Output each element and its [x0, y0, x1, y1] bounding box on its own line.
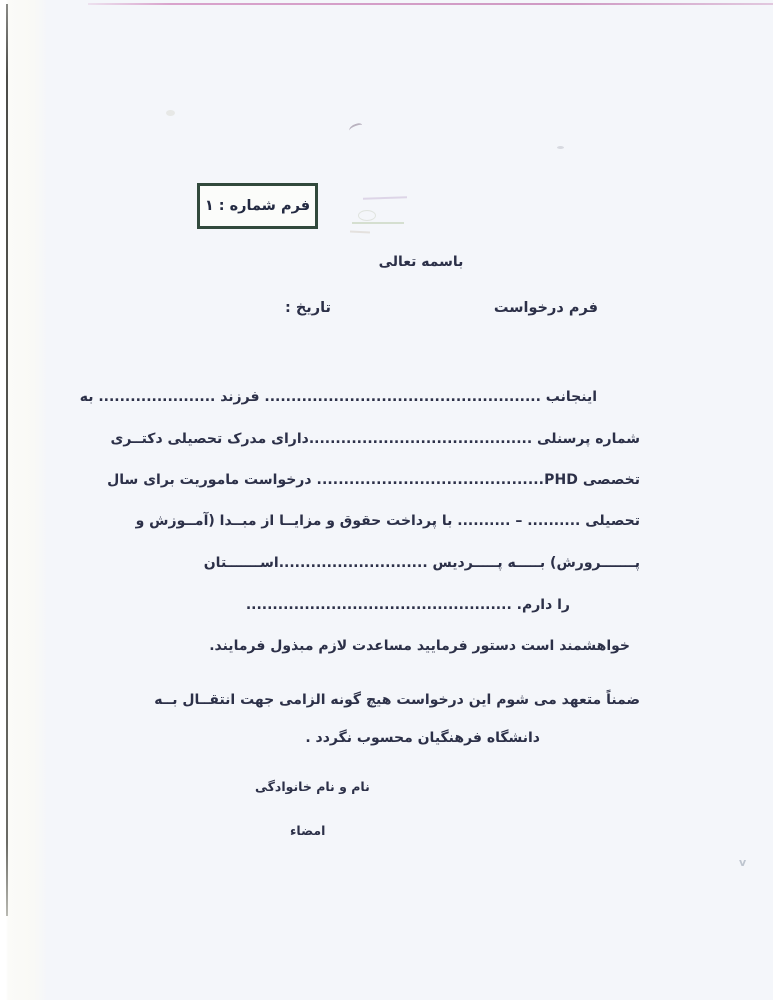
undertaking-sentence-line-1: ضمناً متعهد می شوم این درخواست هیچ گونه الزامی جهت انتقــال بــه: [154, 692, 640, 708]
scan-artifact-ghost-line-1: [363, 196, 407, 200]
scan-left-edge-line: [6, 4, 8, 916]
assistance-request-sentence: خواهشمند است دستور فرمایید مساعدت لازم مبذول فرمایند.: [209, 638, 630, 654]
scan-top-pink-line: [88, 3, 773, 5]
request-line-applicant-and-father-name: اینجانب .................................................... فرزند ...................... به: [79, 389, 597, 405]
request-line-phd-specialty-mission-year: تخصصی PHD.......................................... درخواست ماموریت برای سال: [107, 472, 640, 488]
scan-artifact-smudge: [166, 110, 175, 116]
request-line-closing-text: را دارم.: [516, 597, 570, 613]
scan-artifact-ghost-line-2: [352, 222, 404, 224]
scan-artifact-ghost-mark: [358, 210, 376, 221]
scan-artifact-squiggle: [348, 122, 364, 135]
full-name-label: نام و نام خانوادگی: [255, 779, 370, 794]
request-line-academic-year-salary-origin: تحصیلی .......... – .......... با پرداخت حقوق و مزایــا از مبــدا (آمــوزش و: [135, 513, 640, 529]
request-line-closing: [246, 597, 570, 613]
scan-artifact-vee-mark: v: [739, 856, 747, 869]
signature-label: امضاء: [290, 823, 326, 838]
bismillah-heading: باسمه تعالی: [378, 254, 464, 270]
form-number-label: فرم شماره : ۱: [204, 198, 311, 214]
province-blank-dots: ..................................................: [245, 597, 512, 613]
scan-artifact-dot: [557, 146, 564, 149]
form-title: فرم درخواست: [493, 300, 598, 316]
form-number-box: [197, 183, 318, 229]
date-label: تاریخ :: [285, 300, 331, 316]
undertaking-sentence-line-2: دانشگاه فرهنگیان محسوب نگردد .: [305, 730, 540, 746]
scan-artifact-ghost-line-3: [350, 230, 370, 233]
request-line-campus-province: پـــــــرورش) بـــــه پـــــردیس ............................اســـــــتان: [203, 555, 640, 571]
request-line-personnel-number-degree: شماره پرسنلی ..........................................دارای مدرک تحصیلی دکتــری: [110, 431, 640, 447]
